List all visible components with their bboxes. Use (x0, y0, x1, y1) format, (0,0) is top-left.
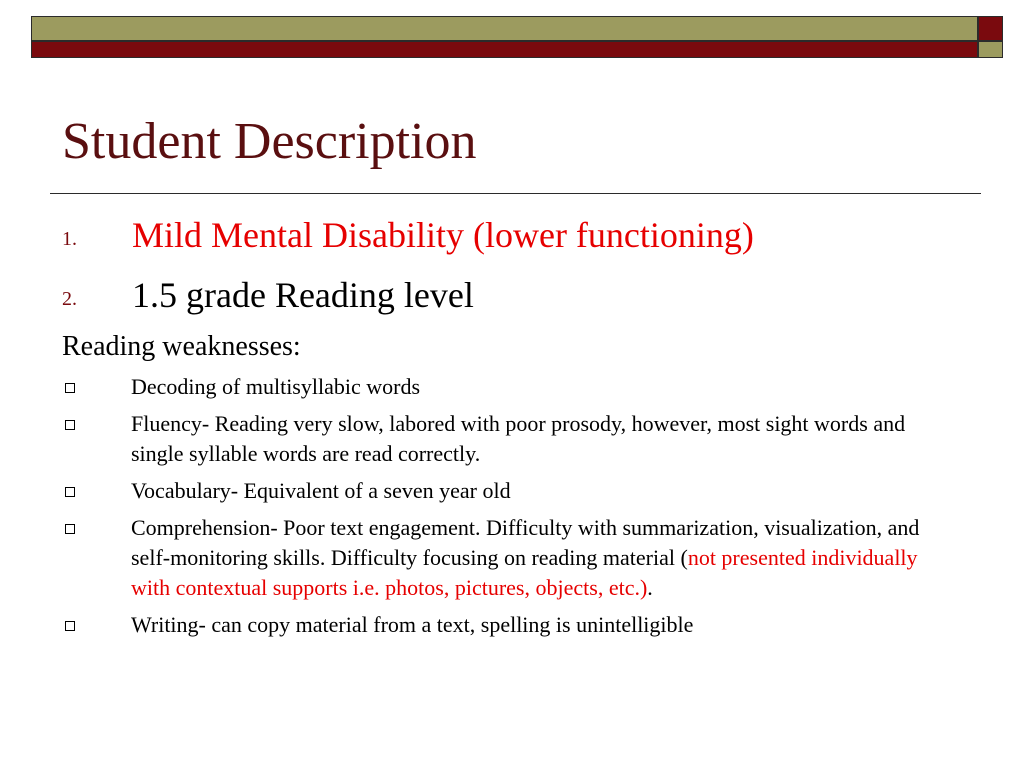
numbered-item-number: 2. (62, 288, 77, 310)
weakness-list (62, 372, 962, 647)
square-bullet-icon (65, 383, 75, 393)
title-divider (50, 193, 981, 194)
header-corner-maroon (978, 16, 1003, 41)
weakness-text: Fluency- Reading very slow, labored with poor prosody, however, most sight words and single syllable words are read correctly. (131, 411, 906, 466)
numbered-item-number: 1. (62, 228, 77, 250)
weakness-item-fluency (62, 409, 962, 469)
weakness-item-decoding (62, 372, 962, 402)
square-bullet-icon (65, 524, 75, 534)
weakness-item-vocabulary (62, 476, 962, 506)
weakness-text: Comprehension- Poor text engagement. Difficulty with summarization, visualization, and self-monitoring skills. Difficulty focusing on reading material ( (131, 515, 920, 570)
numbered-item-text: Mild Mental Disability (lower functioning) (132, 215, 754, 255)
numbered-item-text: 1.5 grade Reading level (132, 275, 474, 315)
weakness-text-highlight: not presented individually with contextual supports i.e. photos, pictures, objects, etc.) (131, 545, 918, 600)
weakness-text: Decoding of multisyllabic words (131, 374, 421, 399)
weakness-text: Vocabulary- Equivalent of a seven year old (131, 478, 511, 503)
header-corner-olive (978, 41, 1003, 58)
header-bar-maroon (31, 41, 978, 58)
weakness-item-comprehension (62, 513, 962, 603)
square-bullet-icon (65, 621, 75, 631)
numbered-item-2 (62, 274, 1002, 324)
weakness-item-writing (62, 610, 962, 640)
slide-title: Student Description (62, 113, 477, 170)
header-bar-olive (31, 16, 978, 41)
weakness-text-end: . (647, 575, 653, 600)
reading-weaknesses-heading: Reading weaknesses: (62, 331, 301, 362)
numbered-item-1 (62, 214, 1002, 264)
square-bullet-icon (65, 420, 75, 430)
weakness-text: Writing- can copy material from a text, spelling is unintelligible (131, 612, 694, 637)
square-bullet-icon (65, 487, 75, 497)
